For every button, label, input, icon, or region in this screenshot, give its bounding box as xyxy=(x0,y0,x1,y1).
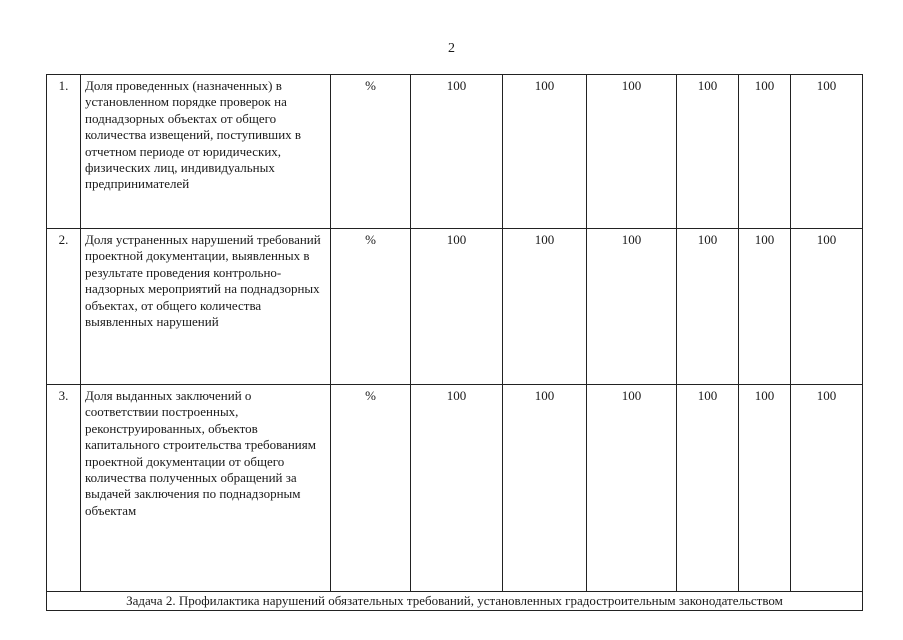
indicator-description: Доля проведенных (назначенных) в установленном порядке проверок на поднадзорных объектах от общего количества извещений, поступивших в отчетном периоде от юридических, физических лиц, индивидуальных предпринимателей xyxy=(81,75,331,229)
unit-cell: % xyxy=(331,385,411,592)
row-number: 2. xyxy=(47,229,81,385)
value-cell: 100 xyxy=(587,229,677,385)
value-cell: 100 xyxy=(411,229,503,385)
value-cell: 100 xyxy=(739,75,791,229)
value-cell: 100 xyxy=(677,229,739,385)
task-heading: Задача 2. Профилактика нарушений обязательных требований, установленных градостроительным законодательством xyxy=(47,592,863,611)
value-cell: 100 xyxy=(587,385,677,592)
value-cell: 100 xyxy=(677,385,739,592)
value-cell: 100 xyxy=(739,385,791,592)
value-cell: 100 xyxy=(739,229,791,385)
value-cell: 100 xyxy=(503,229,587,385)
value-cell: 100 xyxy=(411,75,503,229)
indicators-table xyxy=(46,74,863,611)
task-row xyxy=(47,592,863,611)
unit-cell: % xyxy=(331,229,411,385)
value-cell: 100 xyxy=(503,385,587,592)
table-row xyxy=(47,385,863,592)
row-number: 3. xyxy=(47,385,81,592)
value-cell: 100 xyxy=(677,75,739,229)
value-cell: 100 xyxy=(791,75,863,229)
value-cell: 100 xyxy=(791,229,863,385)
value-cell: 100 xyxy=(587,75,677,229)
indicator-description: Доля выданных заключений о соответствии построенных, реконструированных, объектов капитального строительства требованиям проектной документации от общего количества полученных обращений за выдачей заключения по поднадзорным объектам xyxy=(81,385,331,592)
value-cell: 100 xyxy=(503,75,587,229)
row-number: 1. xyxy=(47,75,81,229)
value-cell: 100 xyxy=(411,385,503,592)
page-number: 2 xyxy=(448,41,455,56)
value-cell: 100 xyxy=(791,385,863,592)
table-row xyxy=(47,229,863,385)
unit-cell: % xyxy=(331,75,411,229)
indicator-description: Доля устраненных нарушений требований проектной документации, выявленных в результате проведения контрольно-надзорных мероприятий на поднадзорных объектах, от общего количества выявленных нарушений xyxy=(81,229,331,385)
table-row xyxy=(47,75,863,229)
